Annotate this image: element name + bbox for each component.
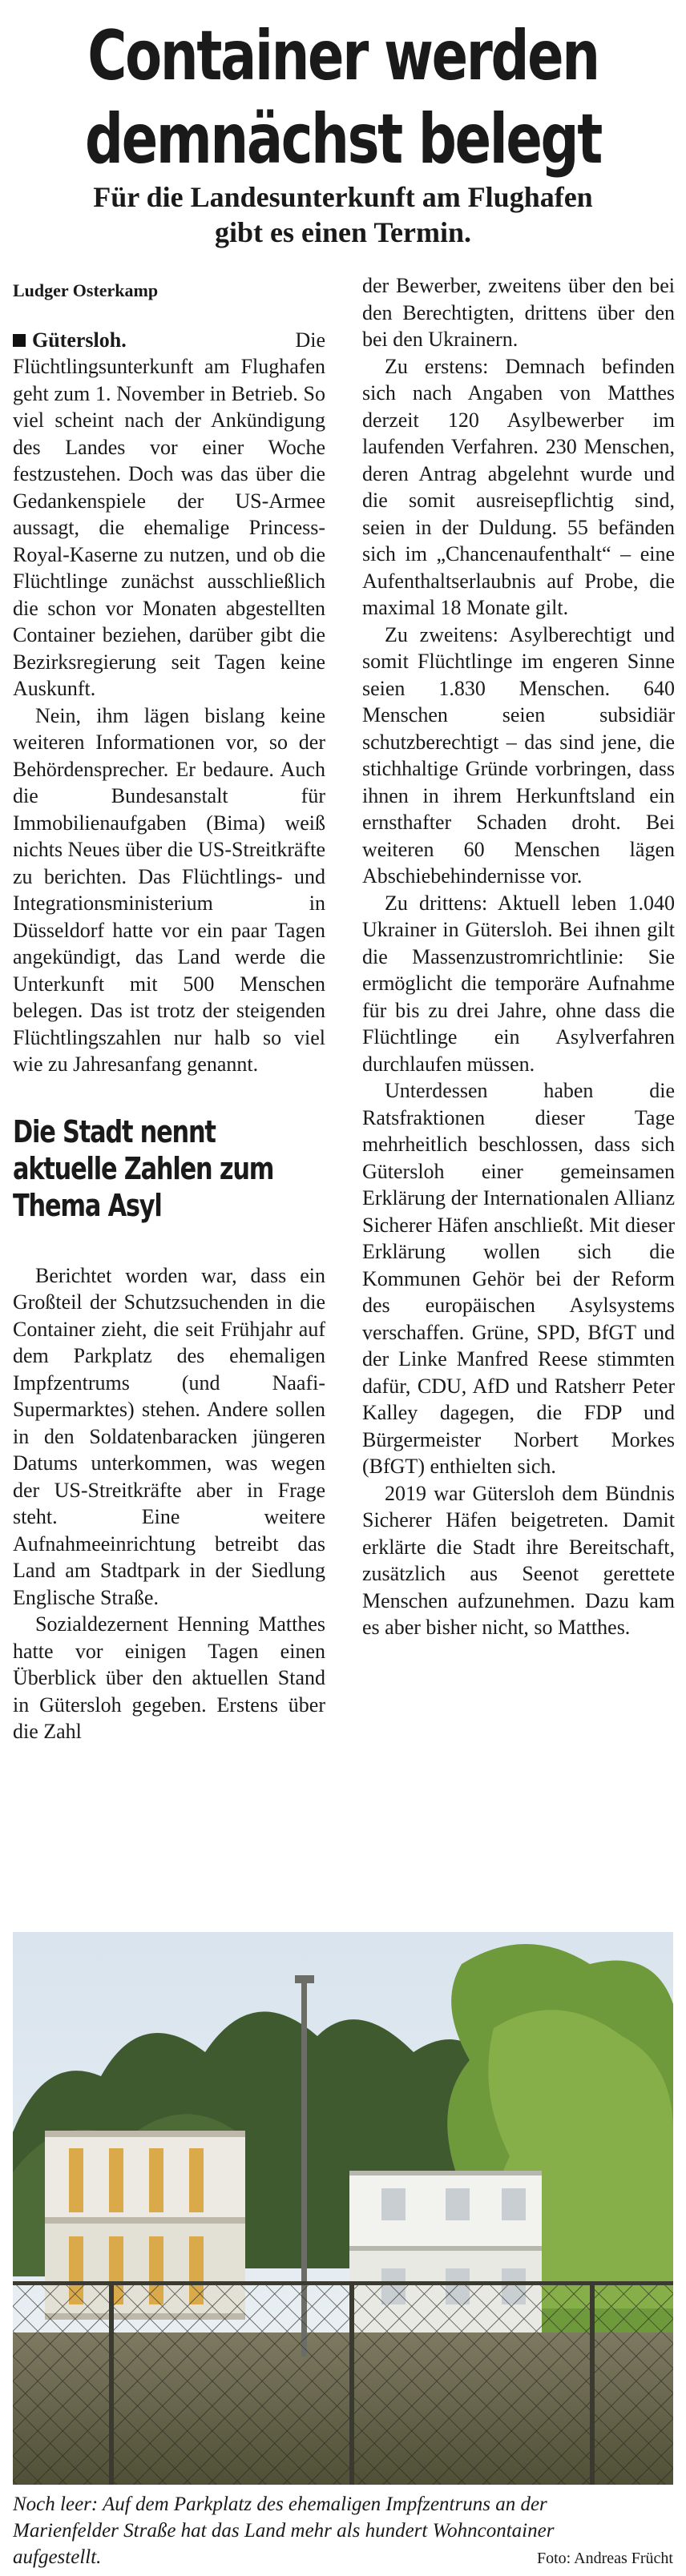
paragraph-6: Zu erstens: Demnach befinden sich nach Angaben von Matthes derzeit 120 Asylbewerber im laufenden Verfahren. 230 Menschen, deren Antrag abgelehnt wurde und die somit ausreisepflichtig sind, seien in der Duldung. 55 befänden sich im „Chancenaufenthalt“ – eine Aufenthaltserlaubnis auf Probe, die maximal 18 Monate gilt. (362, 354, 675, 619)
author-byline: Ludger Osterkamp (13, 280, 159, 300)
paragraph-3: Berichtet worden war, dass ein Großteil der Schutzsuchenden in die Container zieht, die seit Frühjahr auf dem Parkplatz des ehemaligen Impfzentrums (und Naafi-Supermarktes) stehen. Andere sollen in den Soldatenbaracken jüngeren Datums unterkommen, was wegen der US-Streitkräfte aber in Frage steht. Eine weitere Aufnahmeeinrichtung betreibt das Land am Stadtpark in der Siedlung Englische Straße. (13, 1263, 325, 1609)
article-column-left (13, 272, 325, 1745)
crosshead (13, 1113, 314, 1224)
paragraph-4: Sozialdezernent Henning Matthes hatte vor einigen Tagen einen Überblick über den aktuellen Stand in Gütersloh gegeben. Erstens über die Zahl (13, 1612, 325, 1743)
paragraph-10: 2019 war Gütersloh dem Bündnis Sicherer Häfen beigetreten. Damit erklärte die Stadt ihre Bereitschaft, zusätzlich aus Seenot gerettete Menschen aufzunehmen. Dazu kam es aber bisher nicht, so Matthes. (362, 1481, 675, 1639)
crosshead-line-1: Die Stadt nennt (13, 1113, 216, 1149)
dateline: Gütersloh. (32, 328, 127, 352)
headline-line-1: Container werden (87, 16, 599, 96)
paragraph-2: Nein, ihm lägen bislang keine weiteren Informationen vor, so der Behördensprecher. Er bedaure. Auch die Bundesanstalt für Immobilienaufgaben (Bima) weiß nichts Neues über die US-Streitkräfte zu berichten. Das Flüchtlings- und Integrationsministerium in Düsseldorf hatte vor ein paar Tagen angekündigt, das Land werde die Unterkunft mit 500 Menschen belegen. Das ist trotz der steigenden Flüchtlingszahlen nur halb so viel wie zu Jahresanfang genannt. (13, 703, 325, 1076)
article-column-right (362, 272, 675, 1641)
crosshead-line-3: Thema Asyl (13, 1187, 162, 1223)
dateline-square-marker (13, 334, 26, 347)
subheadline-line-1: Für die Landesunterkunft am Flughafen (93, 181, 593, 213)
subheadline-line-2: gibt es einen Termin. (214, 216, 472, 248)
container-photo-illustration (13, 1932, 673, 2485)
paragraph-9: Unterdessen haben die Ratsfraktionen dieser Tage mehrheitlich beschlossen, dass sich Gütersloh einer gemeinsamen Erklärung der Internationalen Allianz Sicherer Häfen anschließt. Mit dieser Erklärung wollen sich die Kommunen Gehör bei der Reform des europäischen Asylsystems verschaffen. Grüne, SPD, BfGT und der Linke Manfred Reese stimmten dafür, CDU, AfD und Ratsherr Peter Kalley dagegen, die FDP und Bürgermeister Norbert Morkes (BfGT) enthielten sich. (362, 1079, 675, 1478)
paragraph-1-text: Die Flüchtlingsunterkunft am Flughafen geht zum 1. November in Betrieb. So viel scheint nach der Ankündigung des Landes vor einer Woche festzustehen. Doch was das über die Gedankenspiele der US-Armee aussagt, die ehemalige Princess-Royal-Kaserne zu nutzen, und ob die Flüchtlinge zunächst ausschließlich die schon vor Monaten abgestellten Container beziehen, darüber gibt die Bezirksregierung seit Tagen keine Auskunft. (13, 328, 325, 700)
caption-line-3: aufgestellt. (13, 2546, 102, 2568)
headline-line-2: demnächst belegt (85, 99, 601, 179)
crosshead-line-2: aktuelle Zahlen zum (13, 1150, 274, 1186)
article-photo (13, 1932, 673, 2485)
caption-line-2: Marienfelder Straße hat das Land mehr als hundert Wohncontainer (13, 2520, 555, 2542)
paragraph-8: Zu drittens: Aktuell leben 1.040 Ukrainer in Gütersloh. Bei ihnen gilt die Massenzustromrichtlinie: Sie ermöglicht die temporäre Aufnahme für bis zu drei Jahre, ohne dass die Flüchtlinge ein Asylverfahren durchlaufen müssen. (362, 891, 675, 1076)
headline (75, 14, 611, 181)
subheadline (0, 179, 686, 250)
paragraph-7: Zu zweitens: Asylberechtigt und somit Flüchtlinge im engeren Sinne seien 1.830 Menschen. 640 Menschen seien subsidiär schutzberechtigt – das sind jene, die stichhaltige Gründe vorbringen, dass ihnen in ihrem Herkunftsland ein ernsthafter Schaden droht. Bei weiteren 60 Menschen lägen Abschiebehindernisse vor. (362, 622, 675, 888)
paragraph-1 (13, 327, 325, 702)
caption-line-1: Noch leer: Auf dem Parkplatz des ehemaligen Impfzentruns an der (13, 2493, 547, 2515)
paragraph-5: der Bewerber, zweitens über den bei den Berechtigten, drittens über den bei den Ukrainern. (362, 274, 675, 351)
photo-credit: Foto: Andreas Frücht (537, 2550, 673, 2567)
